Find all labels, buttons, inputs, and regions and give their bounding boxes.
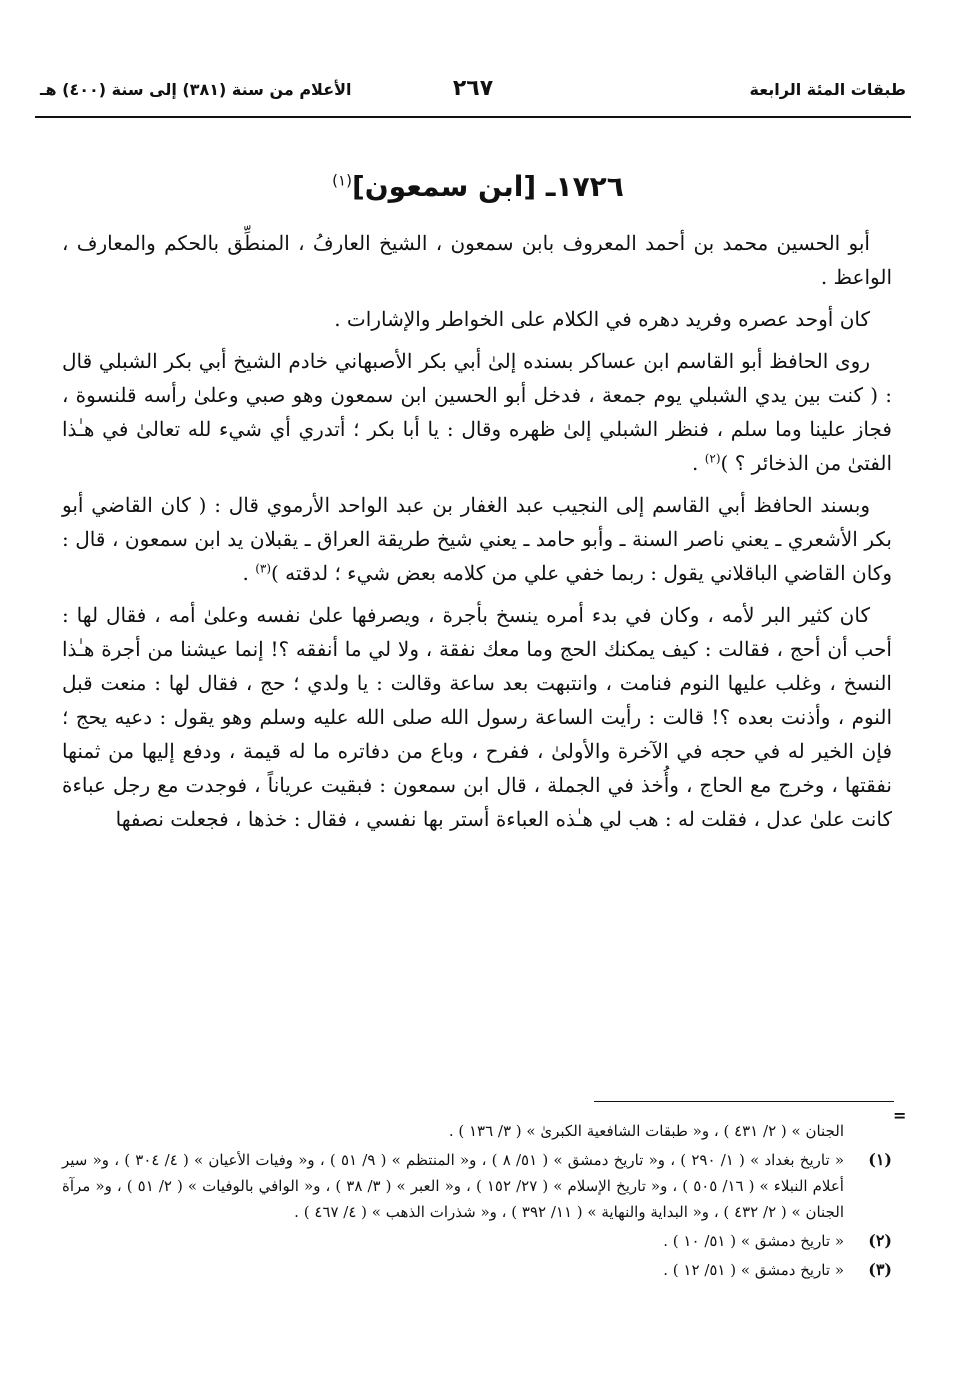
paragraph-armawi-text: وبسند الحافظ أبي القاسم إلى النجيب عبد الغفار بن عبد الواحد الأرموي قال : ( كان القاضي أبو بكر الأشعري ـ يعني ناصر السنة ـ وأبو حامد ـ يعني شيخ طريقة العراق ـ يقبلان يد ابن سمعون ، قال : وكان القاضي الباقلاني يقول : ربما خفي علي من كلامه بعض شيء ؛ لدقته ) [62,493,892,585]
body-text [62,226,892,844]
note-ref-2: (٢) [704,451,721,466]
header-year-range: الأعلام من سنة (٣٨١) إلى سنة (٤٠٠) هـ [40,80,352,99]
footnote-number: (٢) [868,1231,892,1250]
paragraph-armawi-narration [62,488,892,590]
entry-title-note-ref: (١) [332,171,352,190]
paragraph-description: كان أوحد عصره وفريد دهره في الكلام على الخواطر والإشارات . [334,307,870,331]
header-divider [35,116,911,118]
footnote-1 [62,1147,892,1225]
note-ref-3: (٣) [255,561,272,576]
footnote-text: « تاريخ بغداد » ( ١/ ٢٩٠ ) ، و« تاريخ دمشق » ( ٥١/ ٨ ) ، و« المنتظم » ( ٩/ ٥١ ) ، و« وفيات الأعيان » ( ٤/ ٣٠٤ ) ، و« سير أعلام النبلاء » ( ١٦/ ٥٠٥ ) ، و« تاريخ الإسلام » ( ٢٧/ ١٥٢ ) ، و« العبر » ( ٣/ ٣٨ ) ، و« الوافي بالوفيات » ( ٢/ ٥١ ) ، و« مرآة الجنان » ( ٢/ ٤٣٢ ) ، و« البداية والنهاية » ( ١١/ ٣٩٢ ) ، و« شذرات الذهب » ( ٤/ ٤٦٧ ) . [62,1151,845,1221]
footnote-3 [62,1257,892,1283]
footnote-2 [62,1228,892,1254]
entry-title-text: ١٧٢٦ـ [ابن سمعون] [351,170,624,203]
paragraph-shibli-text: روى الحافظ أبو القاسم ابن عساكر بسنده إلىٰ أبي بكر الأصبهاني خادم الشيخ أبي بكر الشبلي قال : ( كنت بين يدي الشبلي يوم جمعة ، فدخل أبو الحسين ابن سمعون وهو صبي وعلىٰ رأسه قلنسوة ، فجاز علينا وما سلم ، فنظر الشبلي إلىٰ ظهره وقال : يا أبا بكر ؛ أتدري أي شيء لله تعالىٰ في هـٰذا الفتىٰ من الذخائر ؟ ) [62,349,892,475]
footnote-text: « تاريخ دمشق » ( ٥١/ ١٠ ) . [663,1232,844,1250]
header-book-section: طبقات المئة الرابعة [749,80,906,99]
paragraph-armawi-end: . [242,561,249,585]
entry-title [100,170,856,203]
running-header [40,76,906,110]
footnotes [62,1118,892,1286]
footnote-number: (٣) [868,1260,892,1279]
paragraph-biography: أبو الحسين محمد بن أحمد المعروف بابن سمعون ، الشيخ العارفُ ، المنطِّق بالحكم والمعارف ، الواعظ . [62,231,892,289]
footnote-divider [594,1101,894,1102]
header-page-number: ٢٦٧ [452,76,494,101]
paragraph-hajj-story: كان كثير البر لأمه ، وكان في بدء أمره ينسخ بأجرة ، ويصرفها علىٰ نفسه وعلىٰ أمه ، فقال لها : أحب أن أحج ، فقالت : كيف يمكنك الحج وما معك نفقة ، ولا لي ما أنفقه ؟! إنما عيشنا من أجرة هـٰذا النسخ ، وغلب عليها النوم فنامت ، وانتبهت بعد ساعة وقالت : يا ولدي ؛ حج ، فقال لها : منعت قبل النوم ، وأذنت بعده ؟! قالت : رأيت الساعة رسول الله صلى الله عليه وسلم وهو يقول : دعيه يحج ؛ فإن الخير له في حجه في الآخرة والأولىٰ ، ففرح ، وباع من دفاتره ما له قيمة ، ودفع إليها من ثمنها نفقتها ، وخرج مع الحاج ، وأُخذ في الجملة ، قال ابن سمعون : فبقيت عرياناً ، فوجدت مع رجل عباءة كانت علىٰ عدل ، فقلت له : هب لي هـٰذه العباءة أستر بها نفسي ، فقال : خذها ، فجعلت نصفها [62,603,892,831]
paragraph-shibli-narration [62,344,892,480]
footnote-number: (١) [868,1150,892,1169]
paragraph-shibli-end: . [691,451,699,475]
footnote-continuation-mark: = [893,1106,907,1125]
footnote-text: « تاريخ دمشق » ( ٥١/ ١٢ ) . [663,1261,844,1279]
footnote-continuation: الجنان » ( ٢/ ٤٣١ ) ، و« طبقات الشافعية الكبرىٰ » ( ٣/ ١٣٦ ) . [448,1122,844,1140]
